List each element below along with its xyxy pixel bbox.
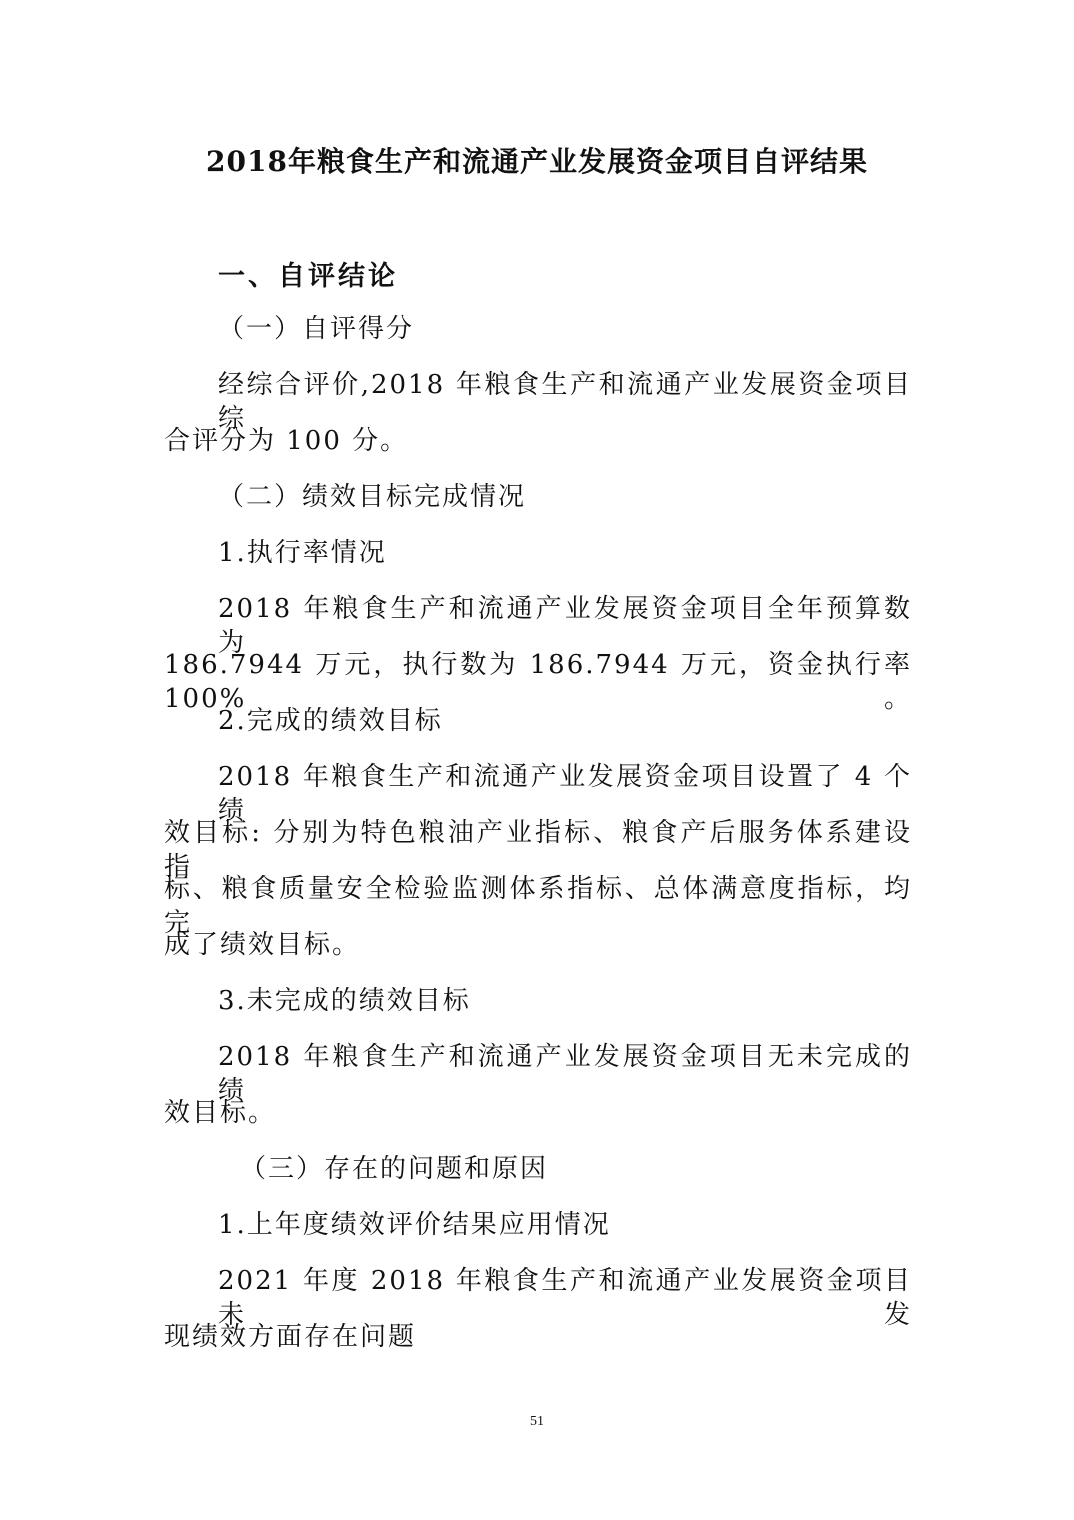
item-heading-execution-rate: 1.执行率情况 bbox=[218, 538, 387, 568]
paragraph-line: 2018 年粮食生产和流通产业发展资金项目全年预算数为 bbox=[218, 594, 912, 658]
subsection-heading-score: （一）自评得分 bbox=[218, 314, 415, 344]
paragraph-line: 合评分为 100 分。 bbox=[164, 426, 409, 456]
paragraph-line: 186.7944 万元，执行数为 186.7944 万元，资金执行率 100%。 bbox=[164, 650, 912, 714]
paragraph-line: 2021 年度 2018 年粮食生产和流通产业发展资金项目未发 bbox=[218, 1266, 912, 1330]
item-heading-uncompleted-goals: 3.未完成的绩效目标 bbox=[218, 986, 471, 1016]
section-heading-conclusion: 一、自评结论 bbox=[218, 261, 398, 292]
paragraph-line: 2018 年粮食生产和流通产业发展资金项目无未完成的绩 bbox=[218, 1042, 912, 1106]
paragraph-line: 效目标。 bbox=[164, 1098, 277, 1128]
paragraph-line: 现绩效方面存在问题 bbox=[164, 1322, 417, 1352]
item-heading-completed-goals: 2.完成的绩效目标 bbox=[218, 706, 443, 736]
paragraph-line: 成了绩效目标。 bbox=[164, 930, 361, 960]
page-number: 51 bbox=[530, 1414, 544, 1429]
paragraph-line: 2018 年粮食生产和流通产业发展资金项目设置了 4 个绩 bbox=[218, 762, 912, 826]
paragraph-line: 经综合评价,2018 年粮食生产和流通产业发展资金项目综 bbox=[218, 370, 912, 434]
subsection-heading-goals: （二）绩效目标完成情况 bbox=[218, 482, 527, 512]
paragraph-line: 标、粮食质量安全检验监测体系指标、总体满意度指标，均完 bbox=[164, 874, 912, 938]
document-title: 2018年粮食生产和流通产业发展资金项目自评结果 bbox=[206, 145, 868, 178]
paragraph-line: 效目标: 分别为特色粮油产业指标、粮食产后服务体系建设指 bbox=[164, 818, 912, 882]
item-heading-previous-results: 1.上年度绩效评价结果应用情况 bbox=[218, 1210, 611, 1240]
subsection-heading-problems: （三）存在的问题和原因 bbox=[240, 1154, 549, 1184]
